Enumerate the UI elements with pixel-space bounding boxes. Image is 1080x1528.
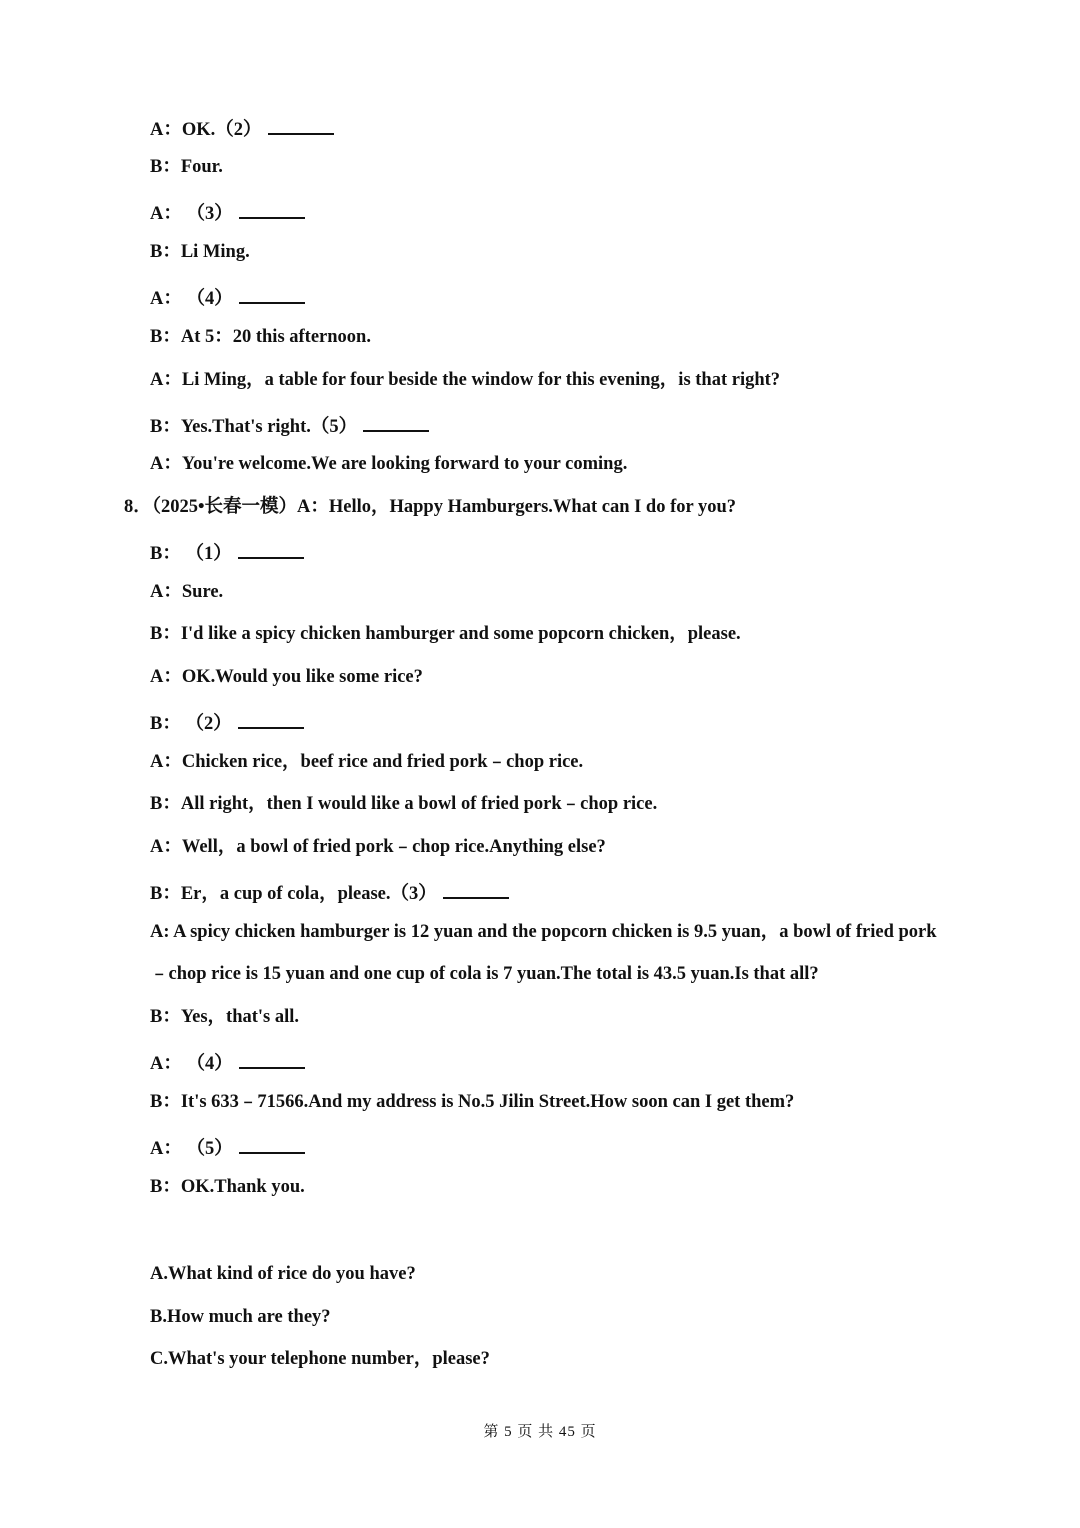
dialogue-line: A：Sure. [150, 582, 224, 602]
answer-blank[interactable] [268, 113, 334, 135]
dialogue-line: B：It's 633﹣71566.And my address is No.5 Jilin Street.How soon can I get them? [150, 1092, 795, 1112]
option-c: C.What's your telephone number，please? [150, 1349, 490, 1369]
dialogue-line: A： （4） [150, 282, 305, 311]
question-8-header [124, 495, 736, 519]
answer-blank[interactable] [363, 410, 429, 432]
option-a: A.What kind of rice do you have? [150, 1264, 416, 1284]
dialogue-line: A： （4） [150, 1047, 305, 1076]
dialogue-line: B：At 5：20 this afternoon. [150, 327, 371, 347]
dialogue-line: ﹣chop rice is 15 yuan and one cup of cola is 7 yuan.The total is 43.5 yuan.Is that all? [150, 964, 819, 984]
dialogue-line: B：OK.Thank you. [150, 1177, 305, 1197]
answer-blank[interactable] [239, 197, 305, 219]
dialogue-line: A：Well，a bowl of fried pork﹣chop rice.Anything else? [150, 837, 606, 857]
dialogue-line: B： （1） [150, 537, 304, 566]
question-stem: （2025•长春一模）A：Hello，Happy Hamburgers.What can I do for you? [151, 497, 737, 517]
dialogue-line: B：Li Ming. [150, 242, 250, 262]
dialogue-line: A：You're welcome.We are looking forward to your coming. [150, 454, 628, 474]
answer-blank[interactable] [443, 877, 509, 899]
answer-blank[interactable] [239, 1132, 305, 1154]
answer-blank[interactable] [238, 537, 304, 559]
dialogue-line: B：Four. [150, 157, 223, 177]
dialogue-line: B： （2） [150, 707, 304, 736]
dialogue-line: A： （3） [150, 197, 305, 226]
dialogue-line: B：Yes.That's right.（5） [150, 410, 429, 439]
dialogue-line: A：OK.（2） [150, 113, 334, 142]
dialogue-line: A：Chicken rice，beef rice and fried pork﹣chop rice. [150, 752, 584, 772]
page-number-footer: 第 5 页 共 45 页 [483, 1424, 597, 1440]
option-b: B.How much are they? [150, 1307, 331, 1327]
answer-blank[interactable] [238, 707, 304, 729]
question-number: 8． [124, 497, 152, 517]
dialogue-line: A: A spicy chicken hamburger is 12 yuan and the popcorn chicken is 9.5 yuan，a bowl of fried pork [150, 922, 937, 942]
dialogue-line: B：Yes，that's all. [150, 1007, 300, 1027]
dialogue-line: B：Er，a cup of cola，please.（3） [150, 877, 509, 906]
dialogue-line: A：OK.Would you like some rice? [150, 667, 423, 687]
answer-blank[interactable] [239, 282, 305, 304]
dialogue-line: A：Li Ming，a table for four beside the window for this evening，is that right? [150, 370, 781, 390]
dialogue-line: B：All right，then I would like a bowl of fried pork﹣chop rice. [150, 794, 658, 814]
dialogue-line: B：I'd like a spicy chicken hamburger and some popcorn chicken，please. [150, 624, 741, 644]
dialogue-line: A： （5） [150, 1132, 305, 1161]
answer-blank[interactable] [239, 1047, 305, 1069]
